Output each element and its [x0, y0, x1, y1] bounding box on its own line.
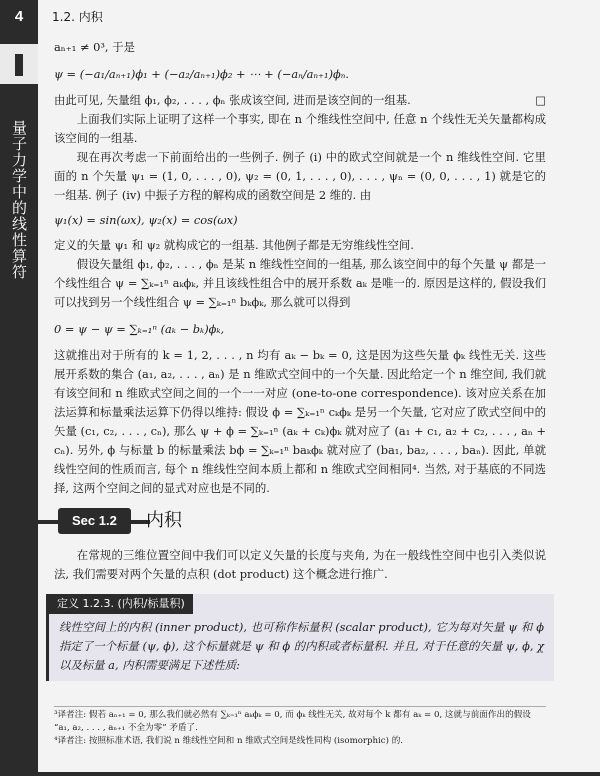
section-banner — [0, 506, 546, 536]
definition-text: 线性空间上的内积 (inner product), 也可称作标量积 (scalar product), 它为每对矢量 ψ 和 ϕ 指定了一个标量 (ψ, ϕ), 这个标量就是 ψ 和 ϕ 的内积或者标量积. 并且, 对于任意的矢量 ψ, ϕ, χ 以及标量 a, 内积需要满足下述性质: — [59, 620, 544, 672]
paragraph: 上面我们实际上证明了这样一个事实, 即在 n 个维线性空间中, 任意 n 个线性无关矢量都构成该空间的一组基. — [54, 112, 546, 145]
paragraph: 定义的矢量 ψ₁ 和 ψ₂ 就构成它的一组基. 其他例子都是无穷维线性空间. — [54, 238, 414, 252]
paragraph: 这就推出对于所有的 k = 1, 2, . . . , n 均有 aₖ − bₖ = 0, 这是因为这些矢量 ϕₖ 线性无关. 这些展开系数的集合 (a₁, a₂, . . . , aₙ) 是 n 维欧式空间中的一个矢量. 因此给定一个 n 维空间, 我们就有该空间和 n 维欧式空间之间的一个一一对应 (one-to-one correspondence). 该对应关系在加法运算和标量乘法运算下仍得以维持: 假设 ϕ = ∑ₖ₌₁ⁿ cₖϕₖ 是另一个矢量, 它对应了欧式空间中的矢量 (c₁, c₂, . . . , cₙ), 那么 ψ + ϕ = ∑ₖ₌₁ⁿ (aₖ + cₖ)ϕₖ 就对应了 (a₁ + c₁, a₂ + c₂, . . . , aₙ + cₙ). 另外, ϕ 与标量 b 的标量乘法 bϕ = ∑ₖ₌₁ⁿ baₖϕₖ 就对应了 (ba₁, ba₂, . . . , baₙ). 因此, 单就线性空间的性质而言, 每个 n 维线性空间本质上都和 n 维欧式空间相同⁴. 当然, 对于基底的不同选择, 这两个空间之间的显式对应也是不同的. — [54, 348, 546, 495]
equation: 0 = ψ − ψ = ∑ₖ₌₁ⁿ (aₖ − bₖ)ϕₖ, — [54, 322, 225, 336]
book-title: 量子力学中的线性算符 — [10, 120, 28, 280]
bottom-rule — [0, 772, 600, 776]
paragraph: 在常规的三维位置空间中我们可以定义矢量的长度与夹角, 为在一般线性空间中也引入类似说法, 我们需要对两个矢量的点积 (dot product) 这个概念进行推广. — [54, 548, 546, 581]
page-number: 4 — [14, 8, 24, 25]
running-header: 1.2. 内积 — [52, 10, 103, 24]
paragraph-text: 由此可见, 矢量组 ϕ₁, ϕ₂, . . . , ϕₙ 张成该空间, 进而是该空间的一组基. — [54, 93, 411, 107]
section-title: 内积 — [146, 510, 182, 531]
footnote-3: ³译者注: 假若 aₙ₊₁ = 0, 那么我们就必然有 ∑ₖ₌₁ⁿ aₖϕₖ = 0, 而 ϕₖ 线性无关, 故对每个 k 都有 aₖ = 0, 这就与前面作出的假设 “a₁, a₂, . . . , aₙ₊₁ 不全为零” 矛盾了. — [54, 710, 531, 733]
paragraph: aₙ₊₁ ≠ 0³, 于是 — [54, 40, 135, 54]
footnotes — [54, 706, 546, 748]
equation: ψ = (−a₁/aₙ₊₁)ϕ₁ + (−a₂/aₙ₊₁)ϕ₂ + ⋯ + (−aₙ/aₙ₊₁)ϕₙ. — [54, 67, 350, 81]
page-content — [54, 38, 546, 681]
section-label: Sec 1.2 — [58, 508, 131, 534]
chapter-tab-marker — [15, 54, 23, 76]
qed-symbol: □ — [535, 93, 546, 107]
footnote-4: ⁴译者注: 按照标准术语, 我们说 n 维线性空间和 n 维欧式空间是线性同构 (isomorphic) 的. — [54, 736, 404, 746]
paragraph: 假设矢量组 ϕ₁, ϕ₂, . . . , ϕₙ 是某 n 维线性空间的一组基, 那么该空间中的每个矢量 ψ 都是一个线性组合 ψ = ∑ₖ₌₁ⁿ aₖϕₖ, 并且该线性组合中的展开系数 aₖ 是唯一的. 原因是这样的, 假设我们可以找到另一个线性组合 ψ = ∑ₖ₌₁ⁿ bₖϕₖ, 那么就可以得到 — [54, 257, 546, 309]
equation: ψ₁(x) = sin(ωx), ψ₂(x) = cos(ωx) — [54, 213, 238, 227]
definition-box — [46, 594, 554, 681]
paragraph — [54, 91, 546, 110]
sidebar — [0, 0, 38, 776]
paragraph: 现在再次考虑一下前面给出的一些例子. 例子 (i) 中的欧式空间就是一个 n 维线性空间. 它里面的 n 个矢量 ψ₁ = (1, 0, . . . , 0), ψ₂ = (0, 1, . . . , 0), . . . , ψₙ = (0, 0, . . . , 1) 就是它的一组基. 例子 (iv) 中振子方程的解构成的函数空间是 2 维的. 由 — [54, 150, 546, 202]
definition-label: 定义 1.2.3. (内积/标量积) — [49, 594, 193, 614]
